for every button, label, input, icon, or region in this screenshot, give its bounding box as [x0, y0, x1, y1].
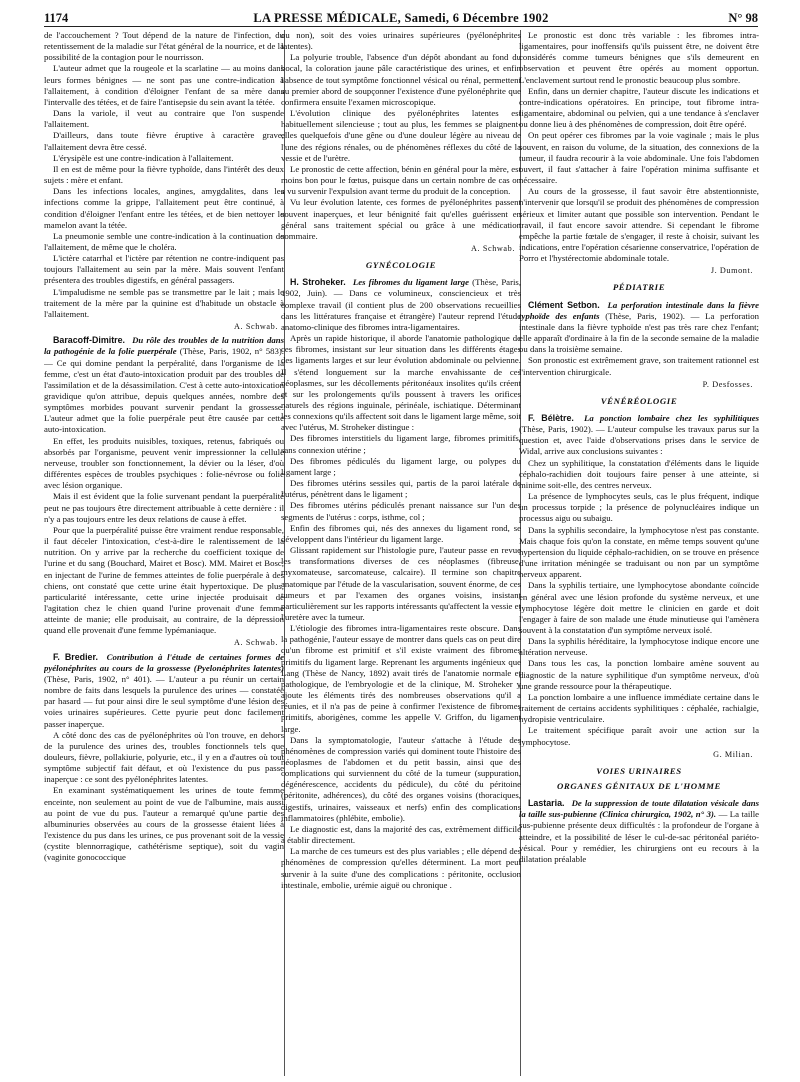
paragraph: Enfin, dans un dernier chapitre, l'auteur discute les indications et contre-indications opératoires. En principe, tout fibrome intra-ligamentaire, abdominal ou pelvien, qui a une tendance à s'enclaver ou donne lieu à des phénomènes de compression, doit être opéré.	[519, 85, 759, 130]
paragraph: Enfin des fibromes qui, nés des annexes du ligament rond, se développent dans l'intérieur du ligament large.	[281, 522, 521, 544]
paragraph: Le diagnostic est, dans la majorité des cas, extrêmement difficile à établir directement.	[281, 823, 521, 846]
review-entry	[519, 798, 759, 865]
paragraph: La polyurie trouble, l'absence d'un dépôt abondant au fond du bocal, la coloration jaune pâle caractéristique des urines, et enfin l'absence de tout symptôme fonctionnel vésical ou rénal, permettent au premier abord de soupçonner l'existence d'une pyélonéphrite que confirmera ensuite l'examen microscopique.	[281, 52, 521, 107]
author-signature: A. Schwab.	[234, 638, 278, 648]
author-signature: J. Dumont.	[710, 266, 753, 276]
paragraph: La présence de lymphocytes seuls, cas le plus fréquent, indique un processus torpide ; la présence de polynucléaires indique un processus aigu ou subaigu.	[519, 491, 759, 524]
paragraph: Dans les infections locales, angines, amygdalites, dans les infections comme la grippe, l'allaitement peut être continué, à condition d'éloigner l'enfant entre les tétées, et de bien nettoyer le mamelon avant la tétée.	[44, 186, 284, 230]
paragraph: L'étiologie des fibromes intra-ligamentaires reste obscure. Dans la pathogénie, l'auteur essaye de montrer dans quels cas on peut dire qu'un fibrome est primitif et s'il existe vraiment des fibromes primitifs du ligament large. Reprenant les arguments ingénieux que Lang (Thèse de Nancy, 1892) avait tirés de l'anatomie normale et pathologique, de l'embryologie et de la clinique, M. Stroheker y ajoute les éléments tirés des nombreuses observations qu'il a réunies, et il n'a pas de peine à confirmer l'existence de fibromes primitifs, aborigènes, comme les appelle V. Griffon, du ligament large.	[281, 623, 521, 734]
paragraph: A côté donc des cas de pyélonéphrites où l'on trouve, en dehors de la purulence des urines des, troubles fonctionnels tels que douleurs, fièvre, pollakiurie, polyurie, etc., il y en a d'autres où tout symptôme subjectif fait défaut, et où l'existence du pus passe inaperçue : ce sont des pyélonéphrites latentes.	[44, 729, 284, 785]
entry-title: Contribution à l'étude de certaines formes de pyélonéphrites au cours de la grossesse (Pyelonéphrites latentes)	[44, 651, 284, 673]
paragraph: Dans la syphilis secondaire, la lymphocytose n'est pas constante. Mais chaque fois qu'on la constate, en même temps souvent qu'une hypertension du liquide céphalo-rachidien, on se trouve en présence d'une irritation méningée se traduisant ou non par un symptôme nerveux apparent.	[519, 524, 759, 580]
paragraph: Des fibromes utérins sessiles qui, partis de la paroi latérale de l'utérus, pénètrent dans le ligament ;	[281, 478, 521, 500]
entry-author: Baracoff-Dimitre.	[53, 335, 126, 346]
paragraph: L'évolution clinique des pyélonéphrites latentes est habituellement silencieuse ; tout au plus, les femmes se plaignent-elles quelquefois d'une gêne ou d'une douleur légère au niveau de l'une des régions rénales, ou de phénomènes réflexes du côté de la vessie et de l'urètre.	[281, 108, 521, 163]
paragraph: Le pronostic de cette affection, bénin en général pour la mère, est moins bon pour le fœtus, puisque dans un certain nombre de cas on a vu survenir l'expulsion avant terme du produit de la conception.	[281, 163, 521, 197]
review-entry	[44, 652, 284, 730]
entry-title: La perforation intestinale dans la fièvre typhoïde des enfants	[519, 299, 759, 321]
entry-author: F. Bredier.	[53, 651, 98, 662]
paragraph: Dans la symptomatologie, l'auteur s'attache à l'étude des phénomènes de compression variés qui dominent toute l'histoire des néoplasmes de l'abdomen et du petit bassin, ainsi que des complications qui surviennent du côté de la tumeur (suppuration, dégénérescence, accidents du pédicule), du côté du péritoine (péritonite, adhérences), du côté des organes voisins (thoraciques, digestifs, urinaires, vaisseaux et nerfs) enfin des complications inflammatoires (phlébite, embolie).	[281, 734, 521, 823]
author-signature: A. Schwab.	[234, 322, 278, 332]
paragraph: Pour que la puerpéralité puisse être vraiment rendue responsable, il faut déceler l'intoxication, c'est-à-dire le ralentissement de la nutrition. On y arrive par la recherche du coefficient toxique de l'urine et du sang (Bouchard, Mairet et Bosc). MM. Mairet et Bosc, en injectant de l'urine de femmes atteintes de folie puerpérale à des chiens, ont constaté que cette urine était hypertoxique. De plus, particularité intéressante, cette urine injectée produisait de l'agitation chez le chien quand l'urine provenait d'une femme atteinte de manie; elle produisait, au contraire, de la dépression quand elle provenait d'une femme lypémaniaque.	[44, 524, 284, 636]
paragraph: Il en est de même pour la fièvre typhoïde, dans l'intérêt des deux sujets : mère et enfant.	[44, 163, 284, 186]
section-heading-pediatrie: PÉDIATRIE	[612, 282, 666, 293]
paragraph: L'auteur admet que la rougeole et la scarlatine — au moins dans leurs formes bénignes — ne sont pas une contre-indication à l'allaitement, à condition d'éloigner l'enfant de sa mère dans l'intervalle des tétées, et de faire l'antisepsie du sein avant la tétée.	[44, 63, 284, 107]
paragraph: Son pronostic est extrêmement grave, son traitement rationnel est l'intervention chirurgicale.	[519, 355, 759, 377]
review-entry	[44, 335, 284, 435]
paragraph: Dans la syphilis tertiaire, une lymphocytose abondante coïncide en général avec une lésion profonde du système nerveux, et une lymphocytose légère doit mettre le clinicien en garde et doit l'engager à faire de son malade une étude minutieuse qui l'amènera souvent à la constatation d'un symptôme nerveux isolé.	[519, 580, 759, 635]
section-subheading-organes-genitaux: ORGANES GÉNITAUX DE L'HOMME	[556, 781, 722, 791]
entry-author: F. Bélètre.	[528, 413, 574, 423]
entry-text: (Thèse, Paris, 1902, n° 401). — L'auteur a pu réunir un certain nombre de faits dans lesquels la purulence des urines — constatée par hasard — fut pour ainsi dire le seul symptôme d'une lésion des voies urinaires supérieures. Cette pyurie peut donc facilement passer inaperçue.	[44, 673, 284, 729]
author-signature: P. Desfosses.	[702, 379, 753, 389]
paragraph: D'ailleurs, dans toute fièvre éruptive à caractère grave, l'allaitement devra être cessé.	[44, 130, 284, 152]
paragraph: ou non), soit des voies urinaires supérieures (pyélonéphrites latentes).	[281, 30, 521, 52]
entry-text: (Thèse, Paris, 1902, Juin). — Dans ce volumineux, consciencieux et très complexe travail (il contient plus de 200 observations recueillies dans les littératures française et étrangère) l'auteur reprend l'étude anatomo-clinique des fibromes intra-ligamentaires.	[281, 277, 521, 332]
journal-title: LA PRESSE MÉDICALE, Samedi, 6 Décembre 1902	[253, 11, 549, 25]
paragraph: Mais il est évident que la folie survenant pendant la puerpéralité peut ne pas toujours être directement attribuable à cette dernière : il n'y a pas toujours entre les deux relations de cause à effet.	[44, 491, 284, 524]
paragraph: En effet, les produits nuisibles, toxiques, retenus, fabriqués ou absorbés par l'organisme, peuvent venir impressionner la cellule nerveuse, troubler son fonctionnement, la dévier ou la léser, d'où différentes espèces de troubles psychiques : folie-névrose ou folie avec lésion organique.	[44, 435, 284, 491]
entry-author: Clément Setbon.	[528, 299, 600, 310]
paragraph: Des fibromes interstitiels du ligament large, fibromes primitifs, sans connexion utérine ;	[281, 433, 521, 455]
entry-text: (Thèse, Paris, 1902). — L'auteur compulse les travaux parus sur la question et, avec l'aide d'observations prises dans le service de Widal, arrive aux conclusions suivantes :	[519, 424, 759, 457]
paragraph: Le traitement spécifique paraît avoir une action sur la lymphocytose.	[519, 725, 759, 747]
entry-text: (Thèse, Paris, 1902). — La perforation intestinale dans la fièvre typhoïde n'est pas très rare chez l'enfant; elle apparaît d'ordinaire à la fin de la seconde semaine de la maladie ou dans la troisième semaine.	[519, 310, 759, 355]
paragraph: Dans tous les cas, la ponction lombaire amène souvent au diagnostic de la nature syphilitique d'un symptôme nerveux, d'où une grande ressource pour la thérapeutique.	[519, 658, 759, 691]
column-3	[519, 30, 759, 1076]
page-number: 1174	[44, 11, 69, 25]
paragraph: On peut opérer ces fibromes par la voie vaginale ; mais le plus souvent, en raison du volume, de la situation, des connexions de la tumeur, il faudra recourir à la voie abdominale. Une fois l'abdomen ouvert, il faut s'attacher à faire l'opération minima suffisante et nécessaire.	[519, 130, 759, 186]
author-signature: A. Schwab.	[471, 243, 515, 253]
paragraph: Au cours de la grossesse, il faut savoir être abstentionniste, n'intervenir que lorsqu'il se produit des phénomènes de compression sérieux et limiter autant que possible son intervention. Pendant le travail, il faut encore savoir attendre. Si cependant le fibrome empêche la partie fœtale de s'engager, il reste à choisir, suivant les indications, entre l'opération césarienne conservatrice, l'opération de Porro et l'hystérectomie abdominale totale.	[519, 186, 759, 264]
paragraph: L'impaludisme ne semble pas se transmettre par le lait ; mais le traitement de la mère par la quinine est d'habitude un obstacle à l'allaitement.	[44, 286, 284, 319]
paragraph: La ponction lombaire a une influence immédiate certaine dans le traitement de certains accidents syphilitiques : céphalée, rachialgie, hydropisie ventriculaire.	[519, 691, 759, 725]
review-entry	[281, 277, 521, 333]
column-1	[44, 30, 284, 1076]
column-2	[281, 30, 521, 1076]
entry-title: Les fibromes du ligament large	[352, 277, 470, 288]
section-heading-gynecologie: GYNÉCOLOGIE	[365, 260, 437, 271]
paragraph: Des fibromes pédiculés du ligament large, ou polypes du ligament large ;	[281, 455, 521, 477]
paragraph: Dans la variole, il veut au contraire que l'on suspende l'allaitement.	[44, 108, 284, 130]
entry-text: (Thèse, Paris, 1902, n° 583). — Ce qui domine pendant la perpéralité, dans l'organisme de la femme, c'est un état d'auto-intoxication produit par des troubles de l'assimilation et de la désassimilation. C'est à cette auto-intoxication gravidique qu'on attribue, depuis quelques années, nombre des symptômes morbides pouvant survenir pendant la grossesse. L'auteur admet que la folie puerpérale peut être causée par cette auto-intoxication.	[44, 346, 284, 435]
issue-number: N° 98	[728, 11, 758, 25]
entry-author: Lastaria.	[528, 798, 565, 809]
paragraph: La pneumonie semble une contre-indication à la continuation de l'allaitement, de même que le choléra.	[44, 230, 284, 252]
paragraph: La marche de ces tumeurs est des plus variables ; elle dépend des phénomènes de compression qu'elles déterminent. La mort peut survenir à la suite d'une des complications : péritonite, occlusion intestinale, embolie, urémie aiguë ou chronique .	[281, 846, 521, 890]
paragraph: Glissant rapidement sur l'histologie pure, l'auteur passe en revue les transformations diverses de ces néoplasmes (fibreuse, myxomateuse, sarcomateuse, calcaire). Il termine son chapitre anatomique par l'étude de la vascularisation, souvent énorme, de ces tumeurs et par l'examen des organes voisins, insistant particulièrement sur les rapports intéressants qu'affectent la vessie et l'uretère avec la tumeur.	[281, 545, 521, 622]
paragraph: de l'accouchement ? Tout dépend de la nature de l'infection, du retentissement de la maladie sur l'état général de la nourrice, et de la possibilité de la contagion pour le nourrisson.	[44, 30, 284, 63]
paragraph: Vu leur évolution latente, ces formes de pyélonéphrites passent souvent inaperçues, et leur bénignité fait qu'elles guérissent en général sans traitement spécial ou grâce à une médication sommaire.	[281, 197, 521, 241]
section-heading-venereologie: VÉNÉRÉOLOGIE	[600, 395, 678, 406]
paragraph: Le pronostic est donc très variable : les fibromes intra-ligamentaires, pour inoffensifs qu'ils puissent être, ne doivent être considérés comme tumeurs bénignes que s'ils demeurent en observation et peuvent être opérés au moment opportun. L'enclavement surtout rend le pronostic beaucoup plus sombre.	[519, 30, 759, 85]
page-header	[44, 6, 758, 27]
entry-author: H. Stroheker.	[290, 277, 346, 288]
paragraph: Chez un syphilitique, la constatation d'éléments dans le liquide céphalo-rachidien doit toujours faire penser à une atteinte, si minime soit-elle, des centres nerveux.	[519, 457, 759, 490]
paragraph: L'érysipèle est une contre-indication à l'allaitement.	[53, 152, 234, 163]
paragraph: En examinant systématiquement les urines de toute femme enceinte, non seulement au point de vue de l'albumine, mais aussi au point de vue du pus. l'auteur a remarqué qu'une partie des albuminuries observées au cours de la grossesse étaient liées à l'existence du pus dans les urines, ce pus provenant soit de la vessie (cystite blennorragique, cathétérisme septique), soit du vagin (vaginite gonococcique	[44, 785, 284, 863]
paragraph: L'ictère catarrhal et l'ictère par rétention ne contre-indiquent pas toujours l'allaitement au sein par la mère. Mais souvent l'enfant présentera des troubles digestifs, en général passagers.	[44, 253, 284, 286]
entry-text: — La taille sus-pubienne présente deux difficultés : la profondeur de l'organe à atteindre, et la possibilité de léser le cul-de-sac péritonéal pariéto-vésical. Pour y remédier, les chirurgiens ont eu recours à la dilatation préalable	[519, 809, 759, 864]
author-signature: G. Milian.	[713, 749, 753, 759]
section-heading-voies-urinaires: VOIES URINAIRES	[596, 765, 682, 776]
entry-title: De la suppression de toute dilatation vésicale dans la taille sus-pubienne (Clinica chirurgica, 1902, n° 3).	[519, 798, 759, 820]
entry-title: La ponction lombaire chez les syphilitiques	[584, 413, 759, 423]
review-entry	[519, 413, 759, 458]
paragraph: Après un rapide historique, il aborde l'anatomie pathologique de ces fibromes, insistant sur leur situation dans les différents étages des ligaments larges et sur leur évolution abdominale ou pelvienne. Il s'étend longuement sur la marche envahissante de ces néoplasmes, sur les décollements péritonéaux insolites qu'ils créent et sur les prolongements qu'ils poussent à travers les orifices naturels des régions inguinale, périnéale, ischiatique. Déterminant les connexions qu'ils affectent soit dans le ligament large même, soit avec l'utérus, M. Stroheker distingue :	[281, 333, 521, 433]
paragraph: Dans la syphilis héréditaire, la lymphocytose indique encore une altération nerveuse.	[519, 636, 759, 658]
paragraph: Des fibromes utérins pédiculés prenant naissance sur l'un des segments de l'utérus : corps, isthme, col ;	[281, 500, 521, 522]
review-entry	[519, 300, 759, 356]
entry-title: Du rôle des troubles de la nutrition dans la pathogénie de la folie puerpérale	[44, 335, 284, 357]
